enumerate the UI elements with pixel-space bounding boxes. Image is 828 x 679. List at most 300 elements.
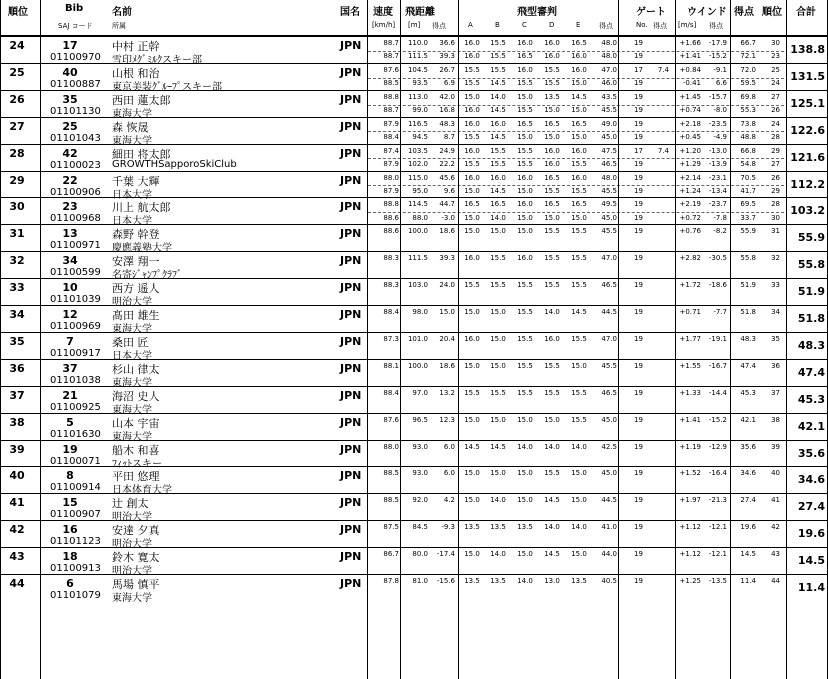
judge-score: 15.5 (464, 79, 480, 88)
jump-separator (368, 212, 784, 213)
jump-rank: 41 (771, 496, 780, 505)
distance-points: 45.6 (439, 173, 455, 182)
judge-score: 16.0 (571, 146, 587, 155)
gate-number: 17 (634, 65, 643, 74)
distance-value: 81.0 (412, 577, 428, 585)
rank-cell: 32 (9, 254, 25, 268)
row-divider (0, 90, 828, 91)
bib-cell: 25 (62, 119, 78, 133)
gate-number: 19 (634, 442, 643, 451)
distance-points: -9.3 (441, 523, 455, 532)
column-divider (0, 0, 1, 679)
nation-cell: JPN (340, 523, 362, 537)
affiliation-cell: 東海大学 (112, 108, 152, 120)
total-cell: 103.2 (790, 204, 825, 218)
judge-score: 16.0 (544, 52, 560, 61)
athlete-name: 山本 宇宙 (112, 416, 160, 430)
wind-value: +0.72 (679, 213, 701, 222)
affiliation-cell: 雪印ﾒｸﾞﾐﾙｸスキー部 (112, 55, 202, 66)
distance-value: 104.5 (407, 65, 428, 74)
wind-points: -30.5 (708, 254, 727, 263)
wind-points: -15.2 (708, 52, 727, 61)
saj-code-cell: 01100887 (50, 78, 101, 90)
judge-points: 45.5 (601, 227, 617, 236)
distance-value: 110.0 (407, 39, 428, 47)
judge-points: 46.5 (601, 159, 617, 168)
judge-points: 47.0 (601, 65, 617, 74)
judge-score: 15.0 (517, 132, 533, 141)
jump-points: 19.6 (740, 523, 756, 532)
judge-score: 15.5 (490, 281, 506, 290)
judge-score: 13.5 (464, 577, 480, 585)
jump-separator (368, 78, 784, 79)
bib-cell: 22 (62, 173, 78, 187)
judge-score: 15.5 (571, 186, 587, 195)
affiliation-cell: 日本大学 (112, 189, 152, 201)
distance-value: 111.5 (407, 52, 428, 61)
table-row (0, 333, 828, 360)
distance-points: -15.6 (436, 577, 455, 585)
judge-score: 14.5 (490, 442, 506, 451)
saj-code-cell: 01100914 (50, 482, 101, 494)
header-bib: Bib (65, 3, 84, 14)
gate-number: 19 (634, 79, 643, 88)
results-table-header (0, 0, 828, 36)
judge-score: 15.0 (464, 550, 480, 559)
header-judges: 飛型審判 (517, 7, 557, 18)
jump-points: 45.3 (740, 388, 756, 397)
jump-points: 27.4 (740, 496, 756, 505)
judge-score: 16.0 (490, 119, 506, 128)
judge-score: 16.5 (571, 200, 587, 209)
distance-value: 114.5 (407, 200, 428, 209)
nation-cell: JPN (340, 442, 362, 456)
header-judge-c: C (522, 21, 527, 29)
judge-points: 45.5 (601, 361, 617, 370)
table-row (0, 252, 828, 282)
jump-points: 66.8 (740, 146, 756, 155)
judge-score: 15.5 (464, 65, 480, 74)
wind-value: +1.33 (679, 388, 701, 397)
judge-score: 15.0 (517, 227, 533, 236)
distance-value: 93.0 (412, 442, 428, 451)
judge-score: 15.0 (490, 227, 506, 236)
header-speed-unit: [km/h] (372, 21, 396, 29)
judge-score: 14.0 (517, 442, 533, 451)
judge-score: 16.5 (517, 52, 533, 61)
distance-value: 116.5 (407, 119, 428, 128)
total-cell: 131.5 (790, 69, 825, 83)
column-divider (367, 0, 368, 679)
speed-value: 88.5 (383, 469, 399, 478)
affiliation-cell: 明治大学 (112, 566, 152, 578)
judge-score: 14.0 (544, 308, 560, 316)
gate-number: 19 (634, 281, 643, 290)
row-divider (0, 251, 828, 252)
distance-points: 13.2 (439, 388, 455, 397)
table-row (0, 575, 828, 602)
wind-value: +2.19 (679, 200, 701, 209)
judge-score: 14.0 (544, 442, 560, 451)
row-divider (0, 413, 828, 414)
jump-separator (368, 105, 784, 106)
judge-score: 16.0 (571, 173, 587, 182)
gate-number: 19 (634, 132, 643, 141)
gate-number: 19 (634, 92, 643, 101)
gate-number: 19 (634, 213, 643, 222)
distance-value: 95.0 (412, 186, 428, 195)
header-wind-unit: [m/s] (678, 21, 697, 29)
judge-points: 45.0 (601, 469, 617, 478)
rank-cell: 30 (9, 200, 25, 214)
judge-points: 47.0 (601, 254, 617, 263)
wind-points: -16.4 (708, 469, 727, 478)
jump-points: 35.6 (740, 442, 756, 451)
speed-value: 88.0 (383, 173, 399, 182)
total-cell: 19.6 (797, 527, 825, 541)
table-row (0, 360, 828, 387)
distance-points: 16.8 (439, 105, 455, 114)
jump-points: 33.7 (740, 213, 756, 222)
judge-score: 15.0 (571, 469, 587, 478)
header-gate-points: 得点 (653, 22, 667, 30)
total-cell: 27.4 (797, 500, 825, 514)
rank-cell: 25 (9, 65, 25, 79)
wind-value: +1.20 (679, 146, 701, 155)
bib-cell: 21 (62, 388, 78, 402)
total-cell: 55.8 (797, 258, 825, 272)
header-gate: ゲート (636, 7, 666, 18)
athlete-name: 馬場 慎平 (112, 578, 160, 591)
gate-number: 19 (634, 186, 643, 195)
saj-code-cell: 01100970 (50, 52, 101, 63)
jump-points: 70.5 (740, 173, 756, 182)
jump-rank: 42 (771, 523, 780, 532)
judge-score: 15.5 (544, 361, 560, 370)
gate-number: 19 (634, 119, 643, 128)
bib-cell: 13 (62, 227, 78, 241)
judge-score: 15.5 (490, 254, 506, 263)
judge-score: 16.0 (544, 159, 560, 168)
judge-score: 15.5 (517, 388, 533, 397)
speed-value: 88.7 (383, 39, 399, 47)
gate-number: 19 (634, 415, 643, 424)
saj-code-cell: 01101039 (50, 294, 101, 306)
jump-points: 51.8 (740, 308, 756, 316)
header-points: 得点 (734, 7, 754, 18)
rank-cell: 37 (9, 388, 25, 402)
rank-cell: 34 (9, 308, 25, 321)
judge-score: 15.5 (544, 469, 560, 478)
header-wind: ウインド (687, 7, 727, 18)
nation-cell: JPN (340, 577, 362, 590)
header-total: 合計 (796, 7, 816, 18)
jump-points: 41.7 (740, 186, 756, 195)
speed-value: 88.8 (383, 200, 399, 209)
nation-cell: JPN (340, 415, 362, 429)
column-divider (40, 0, 41, 679)
affiliation-cell: 東海大学 (112, 431, 152, 443)
judge-score: 16.0 (517, 173, 533, 182)
speed-value: 88.4 (383, 308, 399, 316)
judge-score: 14.0 (490, 550, 506, 559)
wind-points: -17.9 (708, 39, 727, 47)
judge-score: 14.0 (571, 523, 587, 532)
wind-value: +2.14 (679, 173, 701, 182)
speed-value: 88.5 (383, 79, 399, 88)
judge-score: 13.5 (517, 523, 533, 532)
judge-score: 15.0 (517, 550, 533, 559)
jump-rank: 27 (771, 159, 780, 168)
wind-value: +1.45 (679, 92, 701, 101)
wind-points: -13.5 (708, 577, 727, 585)
jump-points: 48.8 (740, 132, 756, 141)
speed-value: 87.9 (383, 186, 399, 195)
saj-code-cell: 01100599 (50, 267, 101, 279)
judge-score: 13.5 (490, 523, 506, 532)
wind-value: +1.66 (679, 39, 701, 47)
wind-value: +0.84 (679, 65, 701, 74)
gate-number: 19 (634, 52, 643, 61)
distance-value: 88.0 (412, 213, 428, 222)
judge-score: 14.5 (490, 105, 506, 114)
jump-points: 54.8 (740, 159, 756, 168)
bib-cell: 23 (62, 200, 78, 214)
judge-points: 48.0 (601, 39, 617, 47)
judge-score: 15.5 (490, 146, 506, 155)
jump-points: 42.1 (740, 415, 756, 424)
jump-rank: 28 (771, 200, 780, 209)
distance-value: 103.5 (407, 146, 428, 155)
affiliation-cell: 明治大学 (112, 297, 152, 309)
nation-cell: JPN (340, 308, 362, 321)
header-judge-d: D (549, 21, 555, 29)
wind-value: +0.71 (679, 308, 701, 316)
speed-value: 88.7 (383, 105, 399, 114)
judge-score: 14.5 (544, 496, 560, 505)
distance-points: 6.0 (443, 442, 455, 451)
total-cell: 121.6 (790, 150, 825, 164)
jump-rank: 37 (771, 388, 780, 397)
distance-points: 4.2 (443, 496, 455, 505)
wind-points: -8.2 (713, 227, 727, 236)
judge-score: 15.0 (490, 469, 506, 478)
jump-rank: 38 (771, 415, 780, 424)
row-divider (0, 359, 828, 360)
judge-score: 16.0 (544, 39, 560, 47)
jump-rank: 34 (771, 308, 780, 316)
bib-cell: 7 (66, 334, 74, 348)
judge-score: 15.5 (464, 281, 480, 290)
row-divider (0, 440, 828, 441)
jump-rank: 33 (771, 281, 780, 290)
gate-number: 19 (634, 388, 643, 397)
judge-score: 15.5 (544, 227, 560, 236)
row-divider (0, 224, 828, 225)
judge-score: 16.5 (464, 200, 480, 209)
column-divider (786, 0, 787, 679)
jump-points: 59.5 (740, 79, 756, 88)
row-divider (0, 63, 828, 64)
distance-points: 6.0 (443, 469, 455, 478)
judge-score: 16.0 (464, 105, 480, 114)
header-judge-points: 得点 (599, 22, 613, 30)
column-divider (730, 0, 731, 679)
wind-points: -12.1 (708, 523, 727, 532)
affiliation-cell: 東海大学 (112, 404, 152, 416)
judge-score: 15.5 (571, 227, 587, 236)
total-cell: 34.6 (797, 473, 825, 487)
jump-rank: 28 (771, 132, 780, 141)
judge-score: 15.0 (464, 308, 480, 316)
wind-value: -0.41 (682, 79, 701, 88)
jump-rank: 30 (771, 213, 780, 222)
judge-score: 14.5 (490, 79, 506, 88)
judge-score: 15.5 (571, 415, 587, 424)
judge-score: 13.5 (571, 577, 587, 585)
wind-points: -14.4 (708, 388, 727, 397)
saj-code-cell: 01100971 (50, 240, 101, 252)
judge-points: 45.5 (601, 105, 617, 114)
total-cell: 35.6 (797, 446, 825, 460)
bib-cell: 19 (62, 442, 78, 456)
column-divider (675, 0, 676, 679)
rank-cell: 42 (9, 523, 25, 537)
jump-rank: 44 (771, 577, 780, 585)
judge-score: 15.0 (571, 496, 587, 505)
nation-cell: JPN (340, 119, 362, 133)
wind-points: -18.6 (708, 281, 727, 290)
speed-value: 86.7 (383, 550, 399, 559)
rank-cell: 27 (9, 119, 25, 133)
wind-value: +1.41 (679, 415, 701, 424)
judge-score: 16.0 (517, 39, 533, 47)
total-cell: 47.4 (797, 365, 825, 379)
nation-cell: JPN (340, 92, 362, 106)
jump-points: 72.0 (740, 65, 756, 74)
total-cell: 112.2 (790, 177, 825, 191)
athlete-name: 安達 夕真 (112, 524, 160, 538)
table-row (0, 279, 828, 309)
athlete-name: 髙田 雄生 (112, 309, 160, 322)
judge-score: 15.0 (464, 92, 480, 101)
judge-score: 15.5 (464, 388, 480, 397)
saj-code-cell: 01100023 (50, 159, 101, 171)
distance-points: 9.6 (443, 186, 455, 195)
judge-score: 15.0 (571, 79, 587, 88)
header-gate-no: No. (636, 21, 648, 29)
jump-separator (368, 158, 784, 159)
distance-points: 24.0 (439, 281, 455, 290)
judge-points: 42.5 (601, 442, 617, 451)
judge-points: 45.0 (601, 415, 617, 424)
judge-score: 15.0 (571, 550, 587, 559)
judge-score: 15.0 (571, 132, 587, 141)
wind-points: -7.8 (713, 213, 727, 222)
wind-points: 6.6 (715, 79, 727, 88)
rank-cell: 36 (9, 361, 25, 375)
wind-value: +0.45 (679, 132, 701, 141)
wind-value: +0.74 (679, 105, 701, 114)
judge-points: 45.0 (601, 132, 617, 141)
affiliation-cell: 東京美装ｸﾞﾙｰﾌﾟスキー部 (112, 81, 222, 93)
distance-points: 8.7 (443, 132, 455, 141)
judge-score: 16.5 (490, 200, 506, 209)
judge-score: 16.0 (464, 119, 480, 128)
judge-score: 16.5 (571, 39, 587, 47)
affiliation-cell: 東海大学 (112, 135, 152, 147)
wind-points: -8.0 (713, 105, 727, 114)
saj-code-cell: 01100925 (50, 401, 101, 413)
judge-score: 16.0 (544, 146, 560, 155)
judge-score: 15.0 (517, 213, 533, 222)
jump-points: 11.4 (740, 577, 756, 585)
rank-cell: 26 (9, 92, 25, 106)
judge-score: 15.0 (517, 415, 533, 424)
saj-code-cell: 01100917 (50, 347, 101, 359)
nation-cell: JPN (340, 550, 362, 564)
judge-score: 16.0 (464, 146, 480, 155)
row-divider (0, 197, 828, 198)
judge-score: 15.0 (517, 186, 533, 195)
judge-score: 15.5 (490, 388, 506, 397)
jump-rank: 24 (771, 79, 780, 88)
judge-score: 13.0 (544, 577, 560, 585)
nation-cell: JPN (340, 173, 362, 187)
affiliation-cell: 慶應義塾大学 (112, 243, 172, 255)
judge-score: 14.5 (490, 186, 506, 195)
jump-points: 55.8 (740, 254, 756, 263)
table-row (0, 414, 828, 441)
wind-points: -16.7 (708, 361, 727, 370)
total-cell: 125.1 (790, 96, 825, 110)
bib-cell: 18 (62, 550, 78, 564)
header-affiliation: 所属 (112, 22, 126, 30)
speed-value: 88.4 (383, 388, 399, 397)
speed-value: 88.6 (383, 213, 399, 222)
jump-points: 34.6 (740, 469, 756, 478)
jump-rank: 30 (771, 39, 780, 47)
judge-score: 14.0 (571, 442, 587, 451)
distance-value: 94.5 (412, 132, 428, 141)
distance-points: 18.6 (439, 227, 455, 236)
bib-cell: 40 (62, 65, 78, 79)
saj-code-cell: 01101630 (50, 428, 101, 440)
header-distance: 飛距離 (405, 7, 435, 18)
wind-value: +1.55 (679, 361, 701, 370)
column-divider (400, 0, 401, 679)
judge-score: 16.5 (571, 119, 587, 128)
header-judge-e: E (576, 21, 581, 29)
judge-points: 48.0 (601, 52, 617, 61)
judge-points: 44.5 (601, 308, 617, 316)
affiliation-cell: 東海大学 (112, 593, 152, 604)
athlete-name: 森野 幹登 (112, 228, 160, 242)
speed-value: 87.3 (383, 334, 399, 343)
gate-number: 19 (634, 227, 643, 236)
judge-score: 15.5 (517, 308, 533, 316)
distance-points: 22.2 (439, 159, 455, 168)
speed-value: 88.5 (383, 496, 399, 505)
total-cell: 14.5 (797, 554, 825, 568)
judge-score: 16.0 (544, 334, 560, 343)
judge-score: 16.0 (464, 254, 480, 263)
bib-cell: 6 (66, 577, 74, 590)
judge-score: 16.0 (464, 52, 480, 61)
judge-score: 15.5 (517, 146, 533, 155)
judge-score: 16.5 (544, 200, 560, 209)
distance-points: 12.3 (439, 415, 455, 424)
